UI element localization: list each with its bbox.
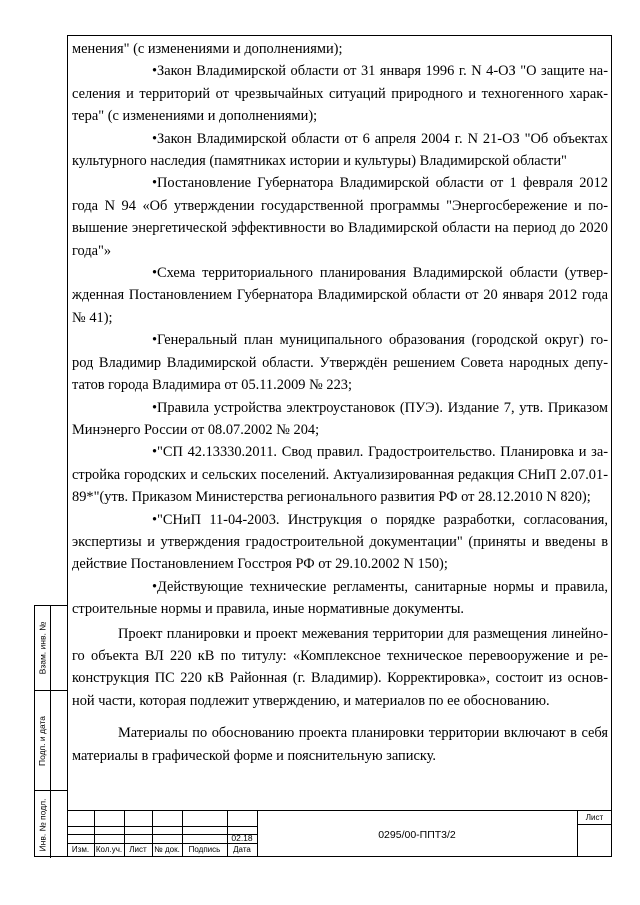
- list-item: •Действующие технические регламенты, санитарные нормы и правила, строительные нормы и правила, иные нормативные документы.: [72, 576, 608, 621]
- list-item: •"СП 42.13330.2011. Свод правил. Градостроительство. Планировка и за-стройка городских и сельских поселений. Актуализированная редакция СНиП 2.07.01-89*"(утв. Приказом Министерства регионального развития РФ от 28.12.2010 N 820);: [72, 441, 608, 508]
- bullet-icon: •: [152, 265, 158, 282]
- document-body: [72, 38, 608, 767]
- col-n-dok: № док.: [154, 845, 180, 854]
- divider: [67, 810, 612, 811]
- col-podpis: Подпись: [188, 845, 221, 854]
- bullet-icon: •: [152, 130, 158, 147]
- sheet-label: Лист: [585, 813, 604, 822]
- document-code: 0295/00-ППТ3/2: [378, 829, 456, 841]
- date-value: 02.18: [231, 833, 253, 843]
- bullet-icon: •: [152, 511, 158, 528]
- col-izm: Изм.: [71, 845, 90, 854]
- list-item: •Закон Владимирской области от 6 апреля 2004 г. N 21-ОЗ "Об объектах культурного наследия (памятниках истории и культуры) Владимирской области": [72, 128, 608, 173]
- side-cell-podp: [35, 690, 68, 790]
- list-item: •Закон Владимирской области от 31 января 1996 г. N 4-ОЗ "О защите на-селения и территорий от чрезвычайных ситуаций природного и техногенного харак-тера" (с изменениями и дополнениями);: [72, 60, 608, 127]
- side-stamp: [34, 605, 67, 857]
- bullet-icon: •: [152, 444, 158, 461]
- text-fragment: менения" (с изменениями и дополнениями);: [72, 41, 343, 57]
- divider: [577, 824, 612, 825]
- paragraph-project-composition: Проект планировки и проект межевания территории для размещения линейно-го объекта ВЛ 220 кВ по титулу: «Комплексное техническое перевооружение и ре-конструкция ПС 220 кВ Районная (г. Владимир). Корректировка», состоит из основ-ной части, которая подлежит утверждению, и материалов по ее обоснованию.: [72, 625, 608, 709]
- col-data: Дата: [233, 845, 251, 854]
- bullet-icon: •: [152, 63, 158, 80]
- col-kol-uch: Кол.уч.: [95, 845, 123, 854]
- bullet-icon: •: [152, 332, 158, 349]
- label-inv-podl: Инв. № подл.: [37, 798, 48, 851]
- list-item: •Постановление Губернатора Владимирской области от 1 февраля 2012 года N 94 «Об утверждении государственной программы "Энергосбережение и по-вышение энергетической эффективности во Владимирской области на период до 2020 года"»: [72, 172, 608, 262]
- bullet-icon: •: [152, 399, 158, 416]
- side-cell-inv: [35, 790, 68, 858]
- divider: [67, 826, 257, 827]
- list-item: •Правила устройства электроустановок (ПУЭ). Издание 7, утв. Приказом Минэнерго России от 08.07.2002 № 204;: [72, 397, 608, 442]
- label-vzam-inv: Взам. инв. №: [37, 621, 48, 675]
- list-item: •"СНиП 11-04-2003. Инструкция о порядке разработки, согласования, экспертизы и утверждения градостроительной документации" (приняты и введены в действие Постановлением Госстроя РФ от 29.10.2002 N 150);: [72, 509, 608, 576]
- col-list: Лист: [129, 845, 147, 854]
- bullet-icon: •: [152, 175, 158, 192]
- bullet-icon: •: [152, 578, 158, 595]
- paragraph-materials: Материалы по обоснованию проекта планировки территории включают в себя материалы в графической форме и пояснительную записку.: [72, 725, 608, 764]
- list-item: •Схема территориального планирования Владимирской области (утвер-жденная Постановлением Губернатора Владимирской области от 20 января 2012 года № 41);: [72, 262, 608, 329]
- divider: [67, 843, 257, 844]
- title-block: [67, 810, 612, 857]
- label-podp-data: Подп. и дата: [37, 715, 48, 766]
- list-item: •Генеральный план муниципального образования (городской округ) го-род Владимир Владимирской области. Утверждён решением Совета народных депу-татов города Владимира от 05.11.2009 № 223;: [72, 329, 608, 396]
- side-cell-vzam: [35, 606, 68, 690]
